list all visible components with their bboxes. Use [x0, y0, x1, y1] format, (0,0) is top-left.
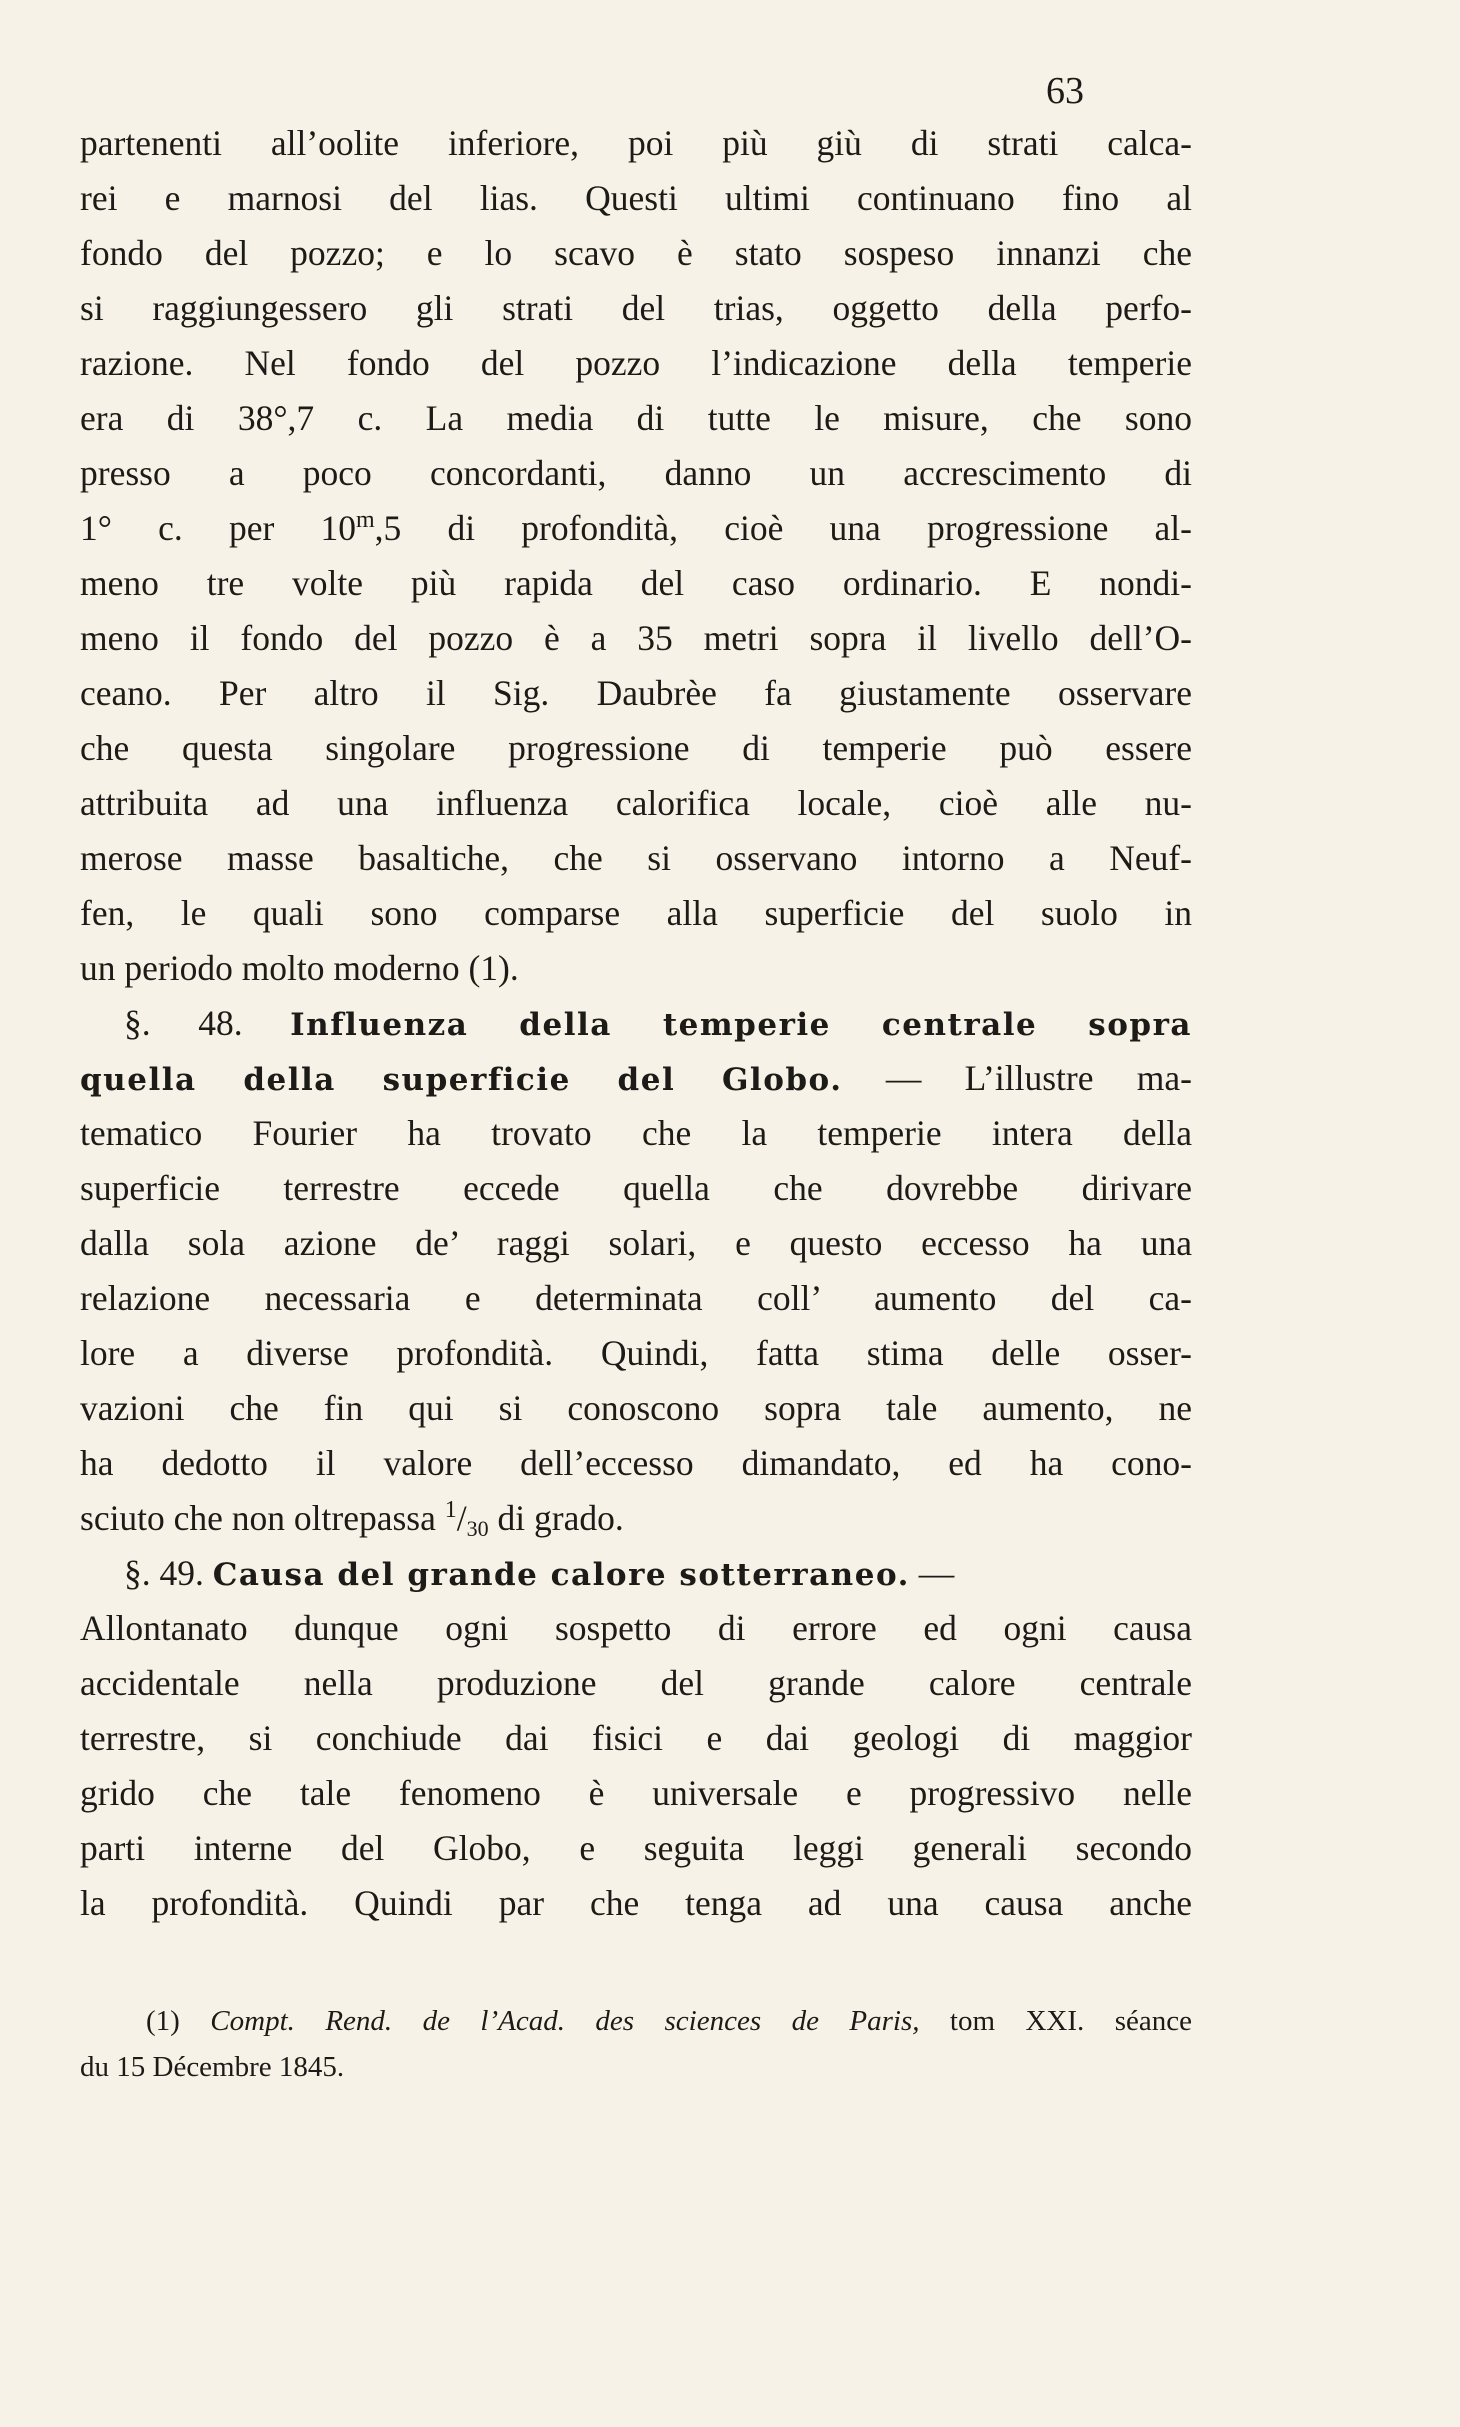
text-fragment: — L’illustre ma-: [885, 1058, 1192, 1098]
text-line: lore a diverse profondità. Quindi, fatta stima delle osser-: [80, 1333, 1192, 1373]
section-heading-48: [80, 996, 1192, 1051]
text-line: terrestre, si conchiude dai fisici e dai geologi di maggior: [80, 1718, 1192, 1758]
text-line: si raggiungessero gli strati del trias, oggetto della perfo-: [80, 288, 1192, 328]
text-line: ceano. Per altro il Sig. Daubrèe fa giustamente osservare: [80, 673, 1192, 713]
fraction-denominator: 30: [466, 1516, 489, 1541]
text-line: vazioni che fin qui si conoscono sopra tale aumento, ne: [80, 1388, 1192, 1428]
fraction-numerator: 1: [444, 1497, 457, 1523]
text-line: relazione necessaria e determinata coll’ aumento del ca-: [80, 1278, 1192, 1318]
section-number: §. 49.: [124, 1553, 204, 1593]
text-fragment: sciuto che non oltrepassa: [80, 1498, 445, 1538]
footnote-marker: (1): [146, 2005, 180, 2037]
text-line: superficie terrestre eccede quella che dovrebbe dirivare: [80, 1168, 1192, 1208]
text-line: rei e marnosi del lias. Questi ultimi continuano fino al: [80, 178, 1192, 218]
text-line: tematico Fourier ha trovato che la temperie intera della: [80, 1113, 1192, 1153]
text-line: fondo del pozzo; e lo scavo è stato sospeso innanzi che: [80, 233, 1192, 273]
section-title: quella della superficie del Globo.: [80, 1062, 843, 1098]
text-line: dalla sola azione de’ raggi solari, e questo eccesso ha una: [80, 1223, 1192, 1263]
section-title: Causa del grande calore sotterraneo.: [212, 1557, 910, 1593]
text-fragment: ,5 di profondità, cioè una progressione al-: [374, 508, 1192, 548]
text-line: un periodo molto moderno (1).: [80, 948, 519, 988]
text-line: parti interne del Globo, e seguita leggi generali secondo: [80, 1828, 1192, 1868]
text-line: che questa singolare progressione di temperie può essere: [80, 728, 1192, 768]
text-fragment: —: [909, 1553, 955, 1593]
footnote: [80, 1998, 1192, 2090]
text-fragment: di grado.: [488, 1498, 624, 1538]
text-line: la profondità. Quindi par che tenga ad una causa anche: [80, 1883, 1192, 1923]
text-line: presso a poco concordanti, danno un accrescimento di: [80, 453, 1192, 493]
text-line: [80, 501, 1192, 556]
text-line: razione. Nel fondo del pozzo l’indicazione della temperie: [80, 343, 1192, 383]
text-line: ha dedotto il valore dell’eccesso dimandato, ed ha cono-: [80, 1443, 1192, 1483]
text-line: grido che tale fenomeno è universale e progressivo nelle: [80, 1773, 1192, 1813]
section-heading-49: [80, 1546, 1192, 1601]
text-line: sciuto che non oltrepassa $^1$/30 di grado.: [80, 1497, 624, 1541]
section-title: Influenza della temperie centrale sopra: [290, 1007, 1192, 1043]
text-line: merose masse basaltiche, che si osservano intorno a Neuf-: [80, 838, 1192, 878]
text-line: meno il fondo del pozzo è a 35 metri sopra il livello dell’O-: [80, 618, 1192, 658]
body-text: [80, 116, 1192, 1931]
footnote-source: Compt. Rend. de l’Acad. des sciences de Paris,: [210, 2005, 920, 2037]
section-number: §. 48.: [124, 1003, 243, 1043]
superscript: m: [355, 507, 375, 533]
text-line: fen, le quali sono comparse alla superficie del suolo in: [80, 893, 1192, 933]
page-number: 63: [1046, 70, 1084, 112]
text-line: attribuita ad una influenza calorifica locale, cioè alle nu-: [80, 783, 1192, 823]
text-line: meno tre volte più rapida del caso ordinario. E nondi-: [80, 563, 1192, 603]
text-line: Allontanato dunque ogni sospetto di errore ed ogni causa: [80, 1608, 1192, 1648]
section-heading-48-continued: [80, 1051, 1192, 1106]
footnote-line: [80, 1998, 1192, 2044]
text-line: accidentale nella produzione del grande calore centrale: [80, 1663, 1192, 1703]
text-line: partenenti all’oolite inferiore, poi più giù di strati calca-: [80, 123, 1192, 163]
text-fragment: 1° c. per 10: [80, 508, 356, 548]
text-line: era di 38°,7 c. La media di tutte le misure, che sono: [80, 398, 1192, 438]
footnote-text: tom XXI. séance: [919, 2005, 1192, 2037]
footnote-line: du 15 Décembre 1845.: [80, 2051, 345, 2083]
